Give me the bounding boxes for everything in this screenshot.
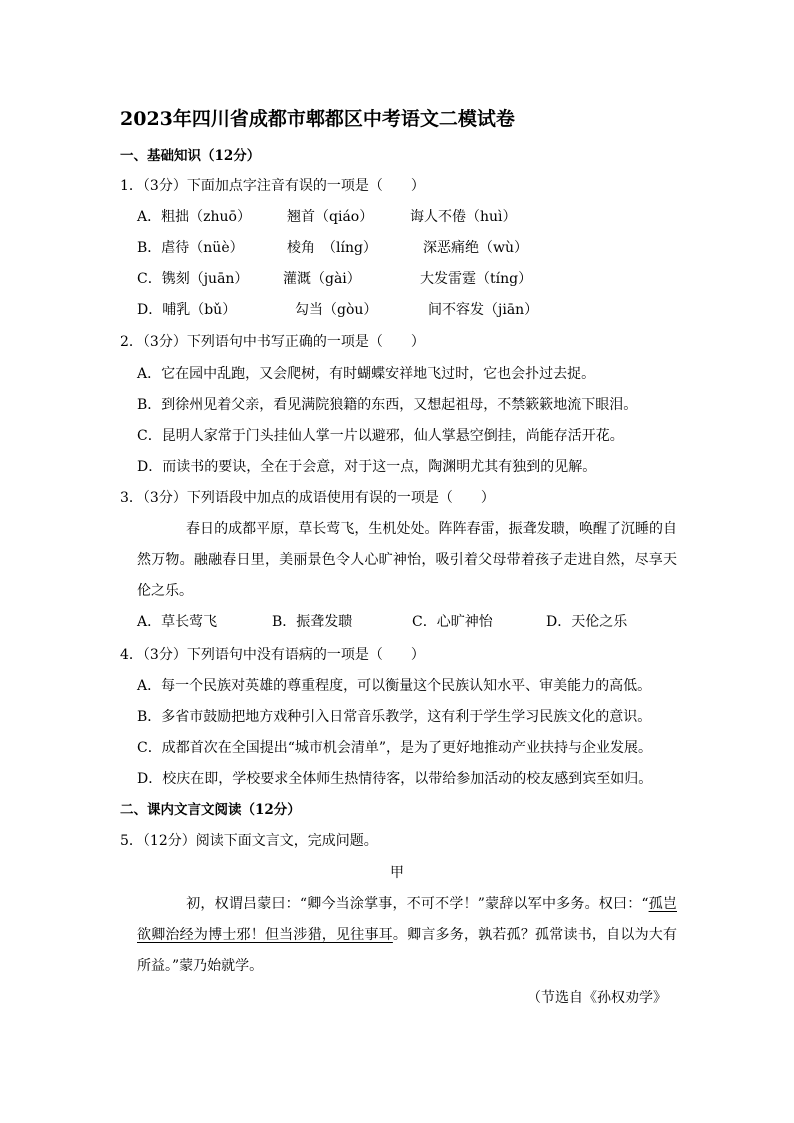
passage-heading: 甲 <box>390 865 404 881</box>
q1-option-c-3: 大发雷霆（tíng） <box>420 271 533 287</box>
q1-option-a-3: 诲人不倦（huì） <box>410 209 517 225</box>
q2-option-d: D．而读书的要诀，全在于会意，对于这一点，陶渊明尤其有独到的见解。 <box>137 459 597 475</box>
question-4-stem: 4．（3分）下列语句中没有语病的一项是（ ） <box>120 647 425 663</box>
q1-option-b-1: B．虐待（nüè） <box>137 240 244 256</box>
q5-passage-pre: 初，权谓吕蒙曰：“卿今当涂掌事，不可不学！”蒙辞以军中多务。权曰：“ <box>186 896 649 912</box>
question-5-stem: 5．（12分）阅读下面文言文，完成问题。 <box>120 833 378 849</box>
q1-option-d-2: 勾当（gòu） <box>295 302 378 318</box>
q1-option-d-3: 间不容发（jiān） <box>428 302 539 318</box>
section-heading-1: 一、基础知识（12分） <box>120 148 261 164</box>
q1-option-a-1: A．粗拙（zhuō） <box>137 209 251 225</box>
q1-option-d-1: D．哺乳（bǔ） <box>137 302 237 318</box>
q1-option-b-3: 深恶痛绝（wù） <box>423 240 528 256</box>
q2-option-c: C．昆明人家常于门头挂仙人掌一片以避邪，仙人掌悬空倒挂，尚能存活开花。 <box>137 428 624 444</box>
question-3-stem: 3．（3分）下列语段中加点的成语使用有误的一项是（ ） <box>120 490 495 506</box>
question-2-stem: 2．（3分）下列语句中书写正确的一项是（ ） <box>120 334 425 350</box>
q3-passage <box>137 514 677 607</box>
q3-option-a: A．草长莺飞 <box>137 614 218 630</box>
question-1-stem: 1．（3分）下面加点字注音有误的一项是（ ） <box>120 178 425 194</box>
q3-passage-text: 春日的成都平原，草长莺飞，生机处处。阵阵春雷，振聋发聩，唤醒了沉睡的自然万物。融融春日里，美丽景色令人心旷神怡，吸引着父母带着孩子走进自然，尽享天伦之乐。 <box>137 521 677 599</box>
q3-option-b: B．振聋发聩 <box>272 614 353 630</box>
section-heading-2: 二、课内文言文阅读（12分） <box>120 802 301 818</box>
q5-passage-post: 。卿言多务，孰若孤？孤常读书，自以为大有所益。”蒙乃始就学。 <box>137 927 677 974</box>
q1-option-c-2: 灌溉（gài） <box>283 271 361 287</box>
q4-option-c: C．成都首次在全国提出“城市机会清单”，是为了更好地推动产业扶持与企业发展。 <box>137 740 653 756</box>
page-title: 2023年四川省成都市郫都区中考语文二模试卷 <box>120 108 515 130</box>
q1-option-a-2: 翘首（qiáo） <box>287 209 374 225</box>
q1-option-c-1: C．镌刻（juān） <box>137 271 249 287</box>
q4-option-a: A．每一个民族对英雄的尊重程度，可以衡量这个民族认知水平、审美能力的高低。 <box>137 678 652 694</box>
passage-source: （节选自《孙权劝学》 <box>527 990 667 1006</box>
q4-option-d: D．校庆在即，学校要求全体师生热情待客，以带给参加活动的校友感到宾至如归。 <box>137 771 653 787</box>
q5-passage <box>137 889 677 982</box>
q4-option-b: B．多省市鼓励把地方戏种引入日常音乐教学，这有利于学生学习民族文化的意识。 <box>137 709 652 725</box>
q3-option-c: C．心旷神怡 <box>412 614 493 630</box>
q2-option-b: B．到徐州见着父亲，看见满院狼籍的东西，又想起祖母，不禁簌簌地流下眼泪。 <box>137 397 638 413</box>
q5-passage-underlined: 孤岂欲卿治经为博士邪！但当涉猎，见往事耳 <box>137 896 677 943</box>
q2-option-a: A．它在园中乱跑，又会爬树，有时蝴蝶安祥地飞过时，它也会扑过去捉。 <box>137 366 596 382</box>
q1-option-b-2: 棱角 （líng） <box>287 240 377 256</box>
q3-option-d: D．天伦之乐 <box>546 614 628 630</box>
